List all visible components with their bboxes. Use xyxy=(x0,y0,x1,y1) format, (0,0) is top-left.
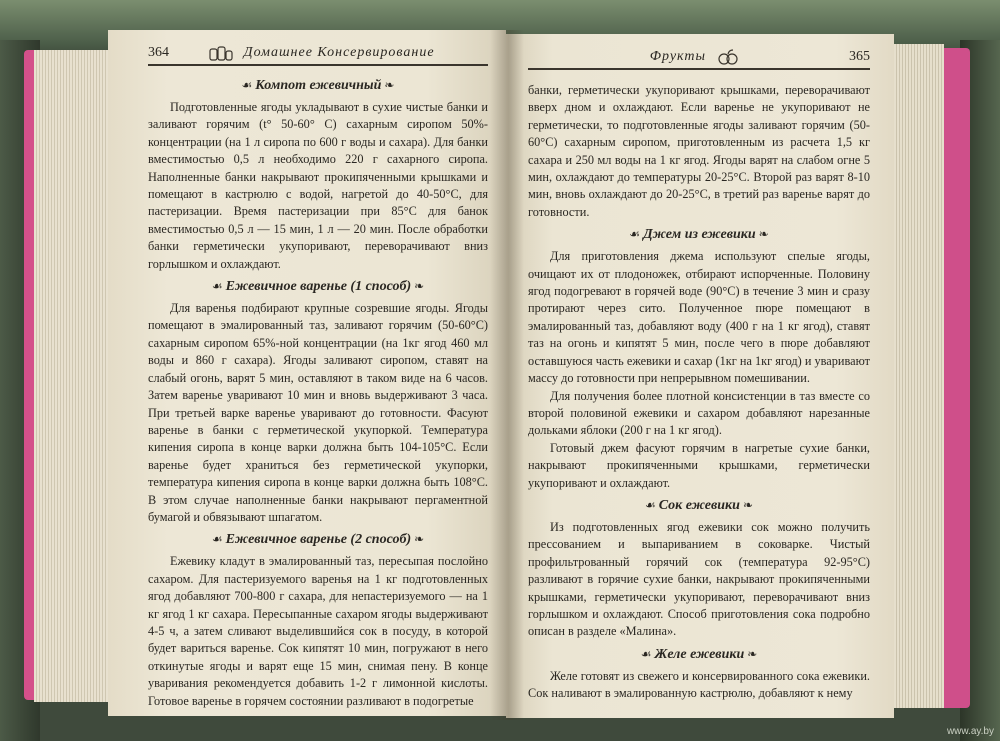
ornament-icon: ☙ xyxy=(640,646,655,661)
book-gutter-shadow xyxy=(490,30,524,720)
ornament-icon: ❧ xyxy=(411,279,425,294)
running-title-left: Домашнее Консервирование xyxy=(243,45,435,60)
section-title: ☙ Компот ежевичный ❧ xyxy=(241,78,395,93)
paragraph: Подготовленные ягоды укладывают в сухие чистые банки и заливают горячим (t° 50-60° С) сахарным сиропом 50%-концентрации (на 1 л сиропа по 600 г воды и сахара). Для банки вместимостью 0,5 л необходимо 220 г сахарного сиропа. Наполненные банки накрывают прокипяченными крышками и помещают в кастрюлю с водой, нагретой до 40-50°С, для пастеризации. Время пастеризации при 85°С для банок вместимостью 0,5 л — 15 мин, 1 л — 20 мин. После обработки банки герметически укупоривают, переворачивают вниз горлышком и охлаждают. xyxy=(148,100,488,271)
ornament-icon: ❧ xyxy=(755,227,769,242)
paragraph: Из подготовленных ягод ежевики сок можно получить прессованием и выпариванием в соковарке. Чистый профильтрованный горячий сок (температура 92-95°С) разливают в горячие сухие банки, накрывают прокипяченными крышками, герметически укупоривают, переворачивают вниз горлышком и охлаждают. Способ приготовления сока подробно описан в разделе «Малина». xyxy=(528,519,870,639)
ornament-icon: ❧ xyxy=(744,646,758,661)
section-title: ☙ Ежевичное варенье (1 способ) ❧ xyxy=(211,279,425,295)
ornament-icon: ❧ xyxy=(411,532,425,547)
paragraph: Для приготовления джема используют спелые ягоды, очищают их от плодоножек, отбирают испорченные. Половину ягод подогревают в горячей воде (90°С) в течение 3 мин и сразу протирают через сито. Полученное пюре помещают в эмалированный таз, добавляют воду (400 г на 1 кг ягод), ставят таз на огонь и кипятят 5 мин, после чего в пюре добавляют оставшуюся часть ежевики и сахар (1кг на 1кг ягод) и уваривают массу до готовности при непрерывном помешивании. xyxy=(528,249,870,386)
section-title: ☙ Джем из ежевики ❧ xyxy=(629,227,769,243)
paragraph: Для получения более плотной консистенции в таз вместе со второй половиной ежевики и сахаром добавляют нарезанные дольками яблоки (200 г на 1 кг ягод). xyxy=(528,388,870,438)
right-running-title-wrap xyxy=(650,48,748,65)
paragraph: банки, герметически укупоривают крышками, переворачивают вверх дном и охлаждают. Если варенье не укупоривают не герметически, то подготовленные ягоды заливают горячим (50-60°С) сахарным сиропом, приготовленным из расчета 1,5 кг сахара и 250 мл воды на 1 кг ягод. Ягоды варят на слабом огне 5 мин, охлаждают до температуры 20-25°С. Второй раз варят 8-10 мин, вновь охлаждают до 20-25°С, в третий раз варенье варят до готовности. xyxy=(528,83,870,219)
ornament-icon: ☙ xyxy=(241,78,256,92)
page-number-right: 365 xyxy=(849,49,870,64)
page-edges-right xyxy=(888,44,944,708)
paragraph: Готовый джем фасуют горячим в нагретые сухие банки, накрывают прокипяченными крышками, герметически укупоривают и охлаждают. xyxy=(528,440,870,490)
left-page xyxy=(108,30,506,716)
paragraph: Ежевику кладут в эмалированный таз, пересыпая послойно сахаром. Для пастеризуемого варенья на 1 кг подготовленных ягод добавляют 700-800 г сахара, для непастеризуемого — на 1 кг ягод 1 кг сахара. Пересыпанные сахаром ягоды выдерживают 4-5 ч, а затем сливают выделившийся сок в посуду, в которой будет вариться варенье. Сок кипятят 10 мин, погружают в него откинутые ягоды и варят еще 15 мин, снимая пену. В конце уваривания рекомендуется добавить 1-2 г лимонной кислоты. Готовое варенье в горячем состоянии разливают в подогретые xyxy=(148,554,488,708)
ornament-icon: ❧ xyxy=(739,497,753,512)
section-title: ☙ Желе ежевики ❧ xyxy=(640,646,758,662)
section-title: ☙ Сок ежевики ❧ xyxy=(644,497,753,513)
ornament-icon: ☙ xyxy=(211,532,226,547)
page-number-left: 364 xyxy=(148,45,169,60)
ornament-icon: ❧ xyxy=(381,78,395,92)
ornament-icon: ☙ xyxy=(211,279,226,294)
right-page xyxy=(506,34,894,718)
ornament-icon: ☙ xyxy=(629,227,644,242)
jars-emblem-icon xyxy=(208,45,234,61)
section-title: ☙ Ежевичное варенье (2 способ) ❧ xyxy=(211,532,425,548)
paragraph: Желе готовят из свежего и консервированного сока ежевики. Сок наливают в эмалированную кастрюлю, добавляют к нему xyxy=(528,668,870,701)
left-page-header xyxy=(148,44,488,66)
right-page-header xyxy=(528,48,870,70)
running-title-right: Фрукты xyxy=(649,49,706,64)
paragraph: Для варенья подбирают крупные созревшие ягоды. Ягоды помещают в эмалированный таз, заливают горячим (50-60°С) сахарным сиропом 65%-ной концентрации (на 1кг ягод 460 мл воды и 860 г сахара). Ягоды заливают сиропом, ставят на слабый огонь, варят 5 мин, оставляют в таком виде на 6 часов. Затем варенье уваривают 10 мин и вновь выдерживают 3 часа. При третьей варке варенье уваривают до готовности. Фасуют варенье в банки с герметической укупоркой. Температура кипения сиропа в конце варки должна быть 104-105°С. Если варенье будет храниться без герметической укупорки, температура кипения сиропа в конце варки должна быть 108°С. В этом случае наполненные банки накрывают пергаментной бумагой и обвязывают шпагатом. xyxy=(148,301,488,524)
watermark: www.ay.by xyxy=(946,726,994,737)
fruit-emblem-icon xyxy=(715,49,741,65)
ornament-icon: ☙ xyxy=(644,497,659,512)
left-running-title-wrap xyxy=(202,44,434,61)
